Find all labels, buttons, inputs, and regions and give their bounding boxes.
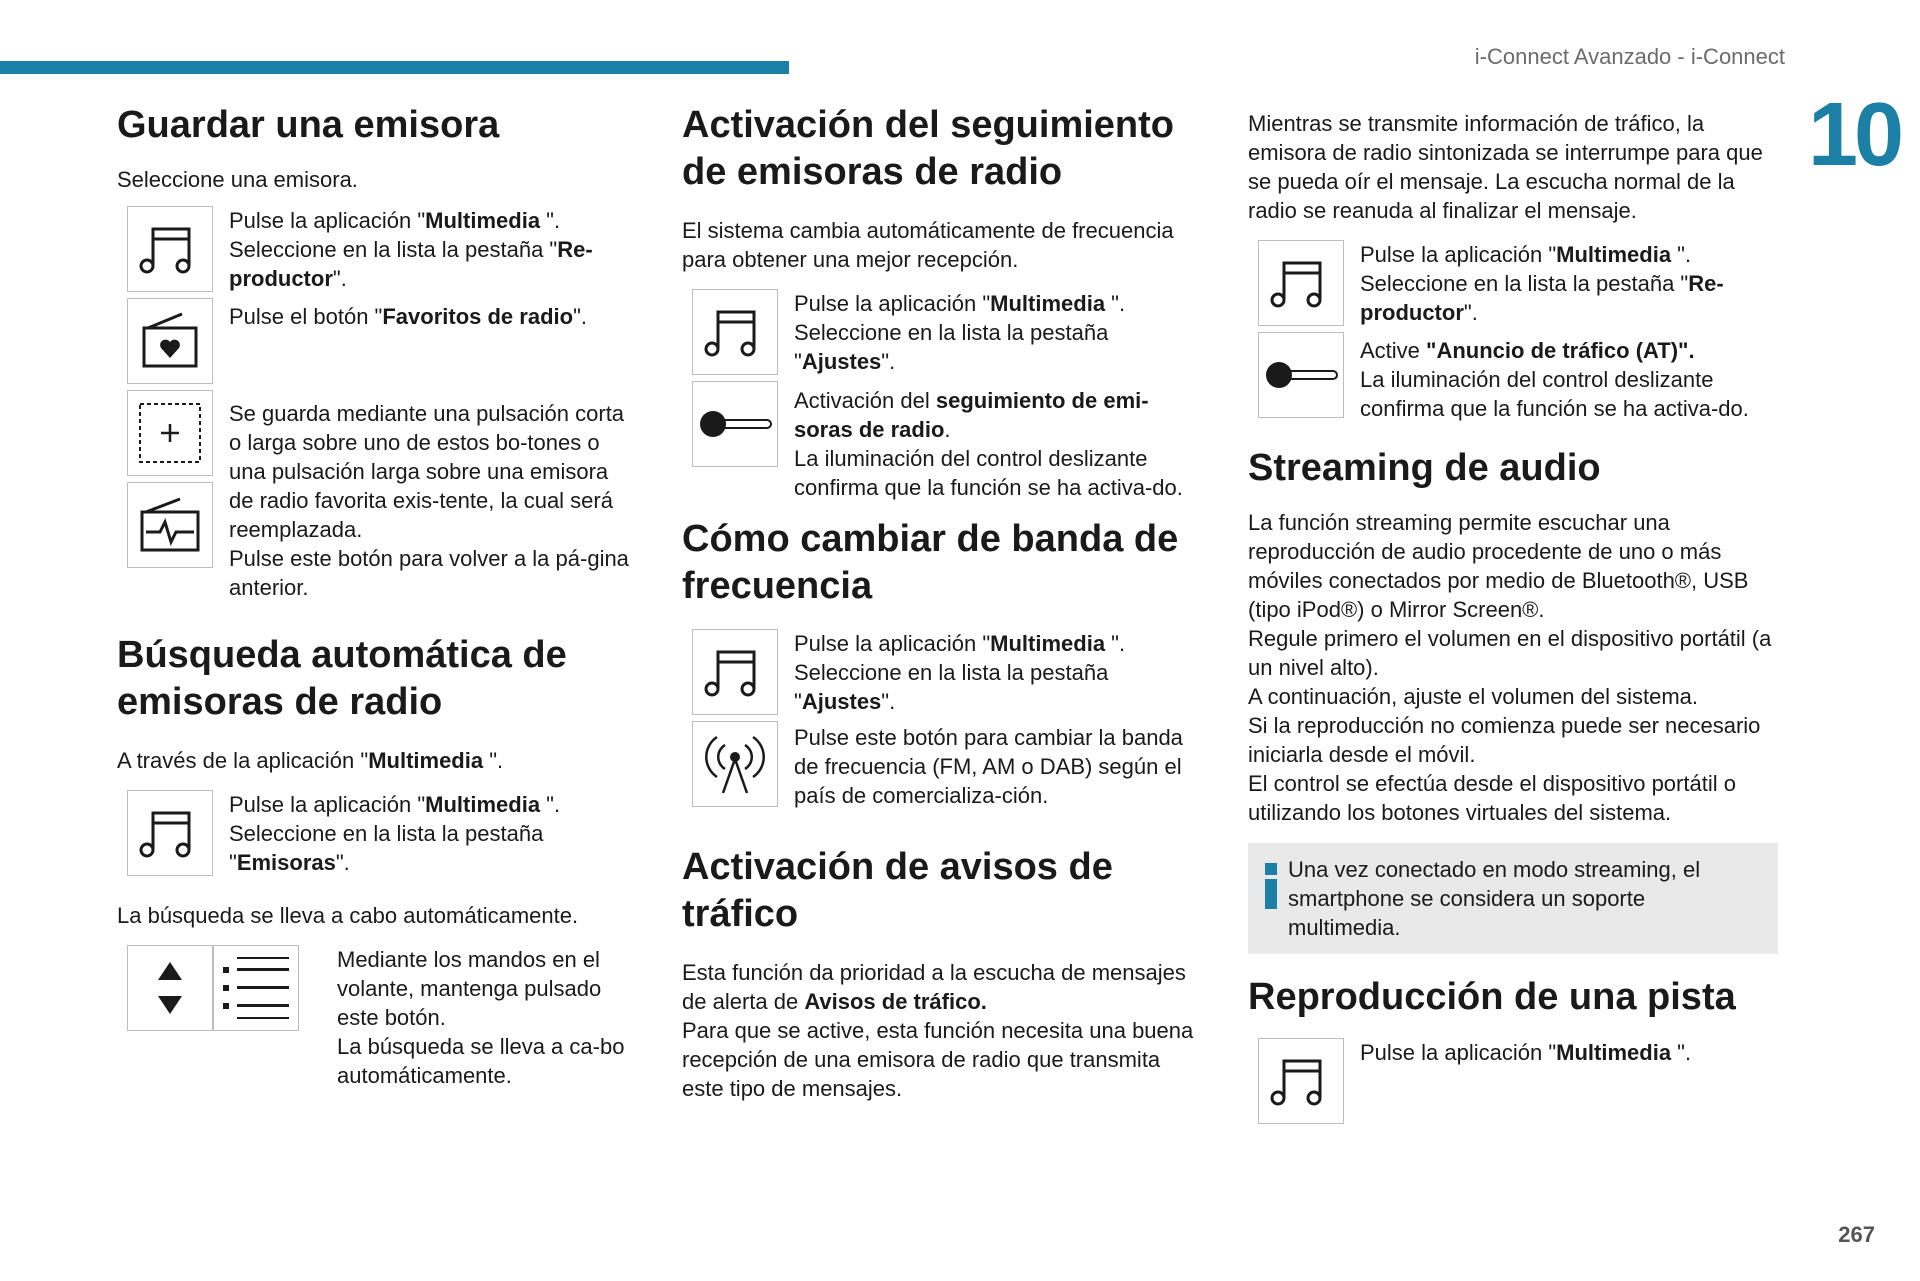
section-intro: El sistema cambia automáticamente de frecuencia para obtener una mejor recepción. <box>682 218 1174 272</box>
section-title-banda: Cómo cambiar de banda de frecuencia <box>682 518 1179 607</box>
section-title-avisos: Activación de avisos de tráfico <box>682 846 1113 935</box>
info-text: Una vez conectado en modo streaming, el smartphone se considera un soporte multimedia. <box>1288 857 1701 940</box>
instruction-text: Pulse la aplicación "Multimedia ". Seleccione en la lista la pestaña "Re- productor". <box>1360 242 1724 325</box>
instruction-text: Pulse la aplicación "Multimedia ". Seleccione en la lista la pestaña "Re- productor". <box>229 208 593 291</box>
instruction-block <box>117 206 637 602</box>
instruction-text: Mediante los mandos en el volante, mantenga pulsado este botón. <box>337 947 602 1030</box>
section-intro: A través de la aplicación "Multimedia ". <box>117 748 504 773</box>
header-accent-bar <box>0 61 789 74</box>
section-intro: Seleccione una emisora. <box>117 167 358 192</box>
traffic-text: Esta función da prioridad a la escucha de mensajes de alerta de Avisos de tráfico. <box>682 960 1186 1014</box>
section-title-pista: Reproducción de una pista <box>1248 976 1736 1018</box>
instruction-block <box>1248 1038 1778 1124</box>
page-number: 267 <box>1838 1222 1875 1247</box>
info-note <box>1248 843 1778 954</box>
music-note-icon <box>127 206 213 292</box>
streaming-text: El control se efectúa desde el dispositivo portátil o utilizando los botones virtuales del sistema. <box>1248 771 1736 825</box>
section-title-busqueda: Búsqueda automática de emisoras de radio <box>117 634 567 723</box>
auto-search-note: La búsqueda se lleva a cabo automáticamente. <box>117 903 579 928</box>
instruction-text: Pulse este botón para cambiar la banda de frecuencia (FM, AM o DAB) según el país de comercializa-ción. <box>794 725 1183 808</box>
music-note-icon <box>127 790 213 876</box>
instruction-text: Pulse la aplicación "Multimedia ". Seleccione en la lista la pestaña "Ajustes". <box>794 291 1126 374</box>
instruction-block <box>1248 240 1778 423</box>
instruction-block <box>682 629 1202 810</box>
music-note-icon <box>1258 1038 1344 1124</box>
section-title-guardar: Guardar una emisora <box>117 104 500 146</box>
instruction-block <box>117 945 637 1090</box>
instruction-text: Pulse la aplicación "Multimedia ". <box>1360 1040 1692 1065</box>
column-1 <box>117 102 637 1090</box>
column-2 <box>682 102 1202 1103</box>
instruction-text: La búsqueda se lleva a ca-bo automáticamente. <box>337 1034 625 1088</box>
list-icon <box>213 945 299 1031</box>
radio-favorite-icon <box>127 298 213 384</box>
streaming-text: La función streaming permite escuchar una reproducción de audio procedente de uno o más móviles conectados por medio de Bluetooth®, USB (tipo iPod®) o Mirror Screen®. <box>1248 510 1749 622</box>
instruction-text: Pulse la aplicación "Multimedia ". Seleccione en la lista la pestaña "Ajustes". <box>794 631 1126 714</box>
slider-toggle-icon <box>692 381 778 467</box>
music-note-icon <box>692 629 778 715</box>
instruction-text: Pulse la aplicación "Multimedia ". Seleccione en la lista la pestaña "Emisoras". <box>229 792 561 875</box>
music-note-icon <box>1258 240 1344 326</box>
music-note-icon <box>692 289 778 375</box>
back-radio-icon <box>127 482 213 568</box>
instruction-text: Active "Anuncio de tráfico (AT)". La iluminación del control deslizante confirma que la función se ha activa-do. <box>1360 338 1749 421</box>
up-down-arrows-icon <box>127 945 213 1031</box>
info-icon <box>1264 855 1278 942</box>
instruction-text: Pulse este botón para volver a la pá-gina anterior. <box>229 546 629 600</box>
instruction-block <box>682 289 1202 502</box>
slider-toggle-icon <box>1258 332 1344 418</box>
instruction-text: Se guarda mediante una pulsación corta o larga sobre uno de estos bo-tones o una pulsación larga sobre una emisora de radio favorita exis-tente, la cual será reemplazada. <box>229 401 625 542</box>
streaming-text: Si la reproducción no comienza puede ser necesario iniciarla desde el móvil. <box>1248 713 1761 767</box>
add-preset-icon <box>127 390 213 476</box>
section-title-streaming: Streaming de audio <box>1248 447 1601 489</box>
section-title-seguimiento: Activación del seguimiento de emisoras de radio <box>682 104 1174 193</box>
instruction-text: Pulse el botón "Favoritos de radio". <box>229 304 587 329</box>
chapter-number: 10 <box>1808 85 1901 185</box>
instruction-text: Activación del seguimiento de emi-soras de radio. La iluminación del control deslizante confirma que la función se ha activa-do. <box>794 388 1183 500</box>
traffic-intro: Mientras se transmite información de tráfico, la emisora de radio sintonizada se interrumpe para que se pueda oír el mensaje. La escucha normal de la radio se reanuda al finalizar el mensaje. <box>1248 111 1763 223</box>
streaming-text: A continuación, ajuste el volumen del sistema. <box>1248 684 1699 709</box>
header-title: i-Connect Avanzado - i-Connect <box>1474 44 1785 69</box>
traffic-text: Para que se active, esta función necesita una buena recepción de una emisora de radio que transmita este tipo de mensajes. <box>682 1018 1194 1101</box>
column-3 <box>1248 109 1778 1124</box>
instruction-block <box>117 790 637 877</box>
streaming-text: Regule primero el volumen en el dispositivo portátil (a un nivel alto). <box>1248 626 1772 680</box>
antenna-broadcast-icon <box>692 721 778 807</box>
